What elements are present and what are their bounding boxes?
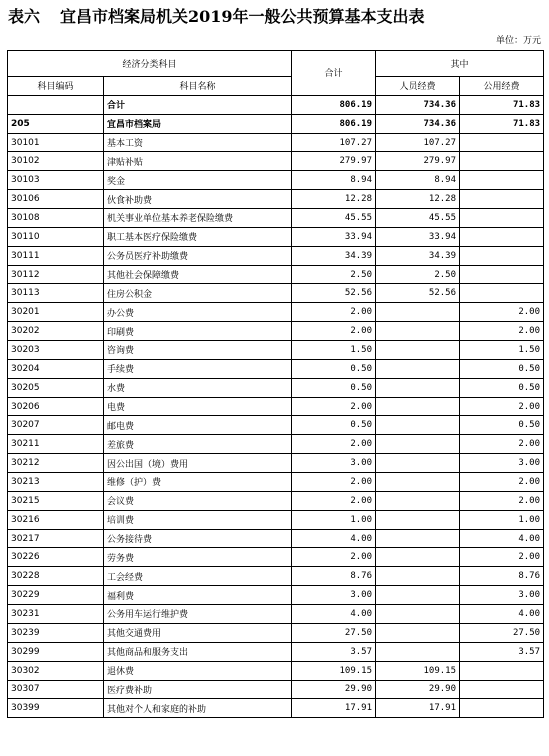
table-row — [8, 699, 544, 718]
row-personnel: 109.15 — [376, 661, 460, 680]
row-code: 30106 — [8, 190, 104, 209]
total-personnel: 734.36 — [376, 95, 460, 114]
total-total: 806.19 — [292, 95, 376, 114]
row-total: 1.00 — [292, 510, 376, 529]
row-total: 2.00 — [292, 548, 376, 567]
header-code: 科目编码 — [8, 77, 104, 96]
header-among: 其中 — [376, 51, 544, 77]
table-row — [8, 661, 544, 680]
row-personnel — [376, 586, 460, 605]
row-personnel — [376, 322, 460, 341]
row-code: 30213 — [8, 473, 104, 492]
table-row — [8, 473, 544, 492]
row-total: 4.00 — [292, 605, 376, 624]
row-public: 2.00 — [460, 473, 544, 492]
row-total: 2.00 — [292, 397, 376, 416]
header-personnel: 人员经费 — [376, 77, 460, 96]
table-number: 表六 — [8, 7, 41, 26]
row-code: 30205 — [8, 378, 104, 397]
row-total: 279.97 — [292, 152, 376, 171]
row-code: 30302 — [8, 661, 104, 680]
table-row — [8, 435, 544, 454]
row-total: 0.50 — [292, 378, 376, 397]
row-name: 公务接待费 — [104, 529, 292, 548]
row-personnel — [376, 303, 460, 322]
row-public: 8.76 — [460, 567, 544, 586]
row-total: 0.50 — [292, 359, 376, 378]
row-personnel — [376, 397, 460, 416]
row-personnel: 29.90 — [376, 680, 460, 699]
agency-code: 205 — [8, 114, 104, 133]
row-name: 退休费 — [104, 661, 292, 680]
row-name: 津贴补贴 — [104, 152, 292, 171]
row-public: 4.00 — [460, 605, 544, 624]
row-public: 27.50 — [460, 623, 544, 642]
row-total: 12.28 — [292, 190, 376, 209]
row-public — [460, 246, 544, 265]
row-code: 30211 — [8, 435, 104, 454]
row-code: 30204 — [8, 359, 104, 378]
row-total: 34.39 — [292, 246, 376, 265]
page-title — [8, 4, 425, 30]
table-row — [8, 623, 544, 642]
row-name: 奖金 — [104, 171, 292, 190]
total-name: 合计 — [104, 95, 292, 114]
unit-label: 单位：万元 — [495, 36, 541, 46]
row-name: 其他商品和服务支出 — [104, 642, 292, 661]
row-public: 2.00 — [460, 491, 544, 510]
row-name: 职工基本医疗保险缴费 — [104, 227, 292, 246]
agency-row — [8, 114, 544, 133]
row-code: 30206 — [8, 397, 104, 416]
row-name: 印刷费 — [104, 322, 292, 341]
row-code: 30229 — [8, 586, 104, 605]
table-row — [8, 642, 544, 661]
header-total: 合计 — [292, 51, 376, 96]
row-code: 30108 — [8, 209, 104, 228]
total-row — [8, 95, 544, 114]
row-total: 3.57 — [292, 642, 376, 661]
row-total: 2.00 — [292, 303, 376, 322]
row-personnel — [376, 341, 460, 360]
row-total: 1.50 — [292, 341, 376, 360]
row-personnel — [376, 548, 460, 567]
row-name: 福利费 — [104, 586, 292, 605]
row-total: 0.50 — [292, 416, 376, 435]
row-personnel — [376, 642, 460, 661]
row-name: 手续费 — [104, 359, 292, 378]
row-name: 劳务费 — [104, 548, 292, 567]
row-public: 0.50 — [460, 378, 544, 397]
header-row-2 — [8, 77, 544, 96]
row-code: 30207 — [8, 416, 104, 435]
row-code: 30110 — [8, 227, 104, 246]
table-body — [8, 51, 544, 718]
row-code: 30111 — [8, 246, 104, 265]
table-row — [8, 397, 544, 416]
row-personnel — [376, 510, 460, 529]
row-public — [460, 265, 544, 284]
total-code — [8, 95, 104, 114]
row-code: 30239 — [8, 623, 104, 642]
table-title: 宜昌市档案局机关2019年一般公共预算基本支出表 — [60, 7, 425, 26]
row-name: 培训费 — [104, 510, 292, 529]
row-total: 4.00 — [292, 529, 376, 548]
table-row — [8, 680, 544, 699]
row-public: 4.00 — [460, 529, 544, 548]
row-code: 30228 — [8, 567, 104, 586]
row-total: 27.50 — [292, 623, 376, 642]
table-row — [8, 586, 544, 605]
row-total: 17.91 — [292, 699, 376, 718]
row-code: 30202 — [8, 322, 104, 341]
table-row — [8, 133, 544, 152]
table-row — [8, 341, 544, 360]
header-name: 科目名称 — [104, 77, 292, 96]
table-row — [8, 548, 544, 567]
row-code: 30112 — [8, 265, 104, 284]
row-code: 30231 — [8, 605, 104, 624]
row-code: 30203 — [8, 341, 104, 360]
row-code: 30113 — [8, 284, 104, 303]
row-personnel — [376, 623, 460, 642]
row-personnel — [376, 359, 460, 378]
row-name: 工会经费 — [104, 567, 292, 586]
row-code: 30299 — [8, 642, 104, 661]
row-name: 邮电费 — [104, 416, 292, 435]
row-public — [460, 133, 544, 152]
row-name: 差旅费 — [104, 435, 292, 454]
table-row — [8, 246, 544, 265]
table-row — [8, 171, 544, 190]
table-row — [8, 378, 544, 397]
table-row — [8, 284, 544, 303]
row-name: 其他交通费用 — [104, 623, 292, 642]
row-personnel — [376, 605, 460, 624]
row-personnel: 45.55 — [376, 209, 460, 228]
row-total: 2.00 — [292, 473, 376, 492]
table-row — [8, 510, 544, 529]
table-row — [8, 359, 544, 378]
row-name: 其他社会保障缴费 — [104, 265, 292, 284]
row-code: 30226 — [8, 548, 104, 567]
row-personnel: 2.50 — [376, 265, 460, 284]
table-row — [8, 322, 544, 341]
row-public: 2.00 — [460, 397, 544, 416]
row-name: 医疗费补助 — [104, 680, 292, 699]
row-code: 30201 — [8, 303, 104, 322]
row-personnel: 52.56 — [376, 284, 460, 303]
header-row-1 — [8, 51, 544, 77]
table-row — [8, 190, 544, 209]
row-public: 0.50 — [460, 416, 544, 435]
row-name: 公务用车运行维护费 — [104, 605, 292, 624]
row-personnel — [376, 529, 460, 548]
row-personnel — [376, 454, 460, 473]
row-public: 2.00 — [460, 322, 544, 341]
row-name: 会议费 — [104, 491, 292, 510]
row-public — [460, 190, 544, 209]
row-public: 3.57 — [460, 642, 544, 661]
row-code: 30217 — [8, 529, 104, 548]
row-personnel: 17.91 — [376, 699, 460, 718]
table-row — [8, 265, 544, 284]
agency-total: 806.19 — [292, 114, 376, 133]
row-code: 30212 — [8, 454, 104, 473]
row-personnel: 107.27 — [376, 133, 460, 152]
table-row — [8, 303, 544, 322]
row-name: 机关事业单位基本养老保险缴费 — [104, 209, 292, 228]
row-total: 107.27 — [292, 133, 376, 152]
row-personnel: 34.39 — [376, 246, 460, 265]
row-total: 2.00 — [292, 322, 376, 341]
row-code: 30307 — [8, 680, 104, 699]
row-total: 8.94 — [292, 171, 376, 190]
row-public: 1.00 — [460, 510, 544, 529]
row-public: 2.00 — [460, 303, 544, 322]
row-code: 30399 — [8, 699, 104, 718]
row-personnel: 279.97 — [376, 152, 460, 171]
row-name: 咨询费 — [104, 341, 292, 360]
row-public: 1.50 — [460, 341, 544, 360]
row-code: 30103 — [8, 171, 104, 190]
row-public — [460, 680, 544, 699]
table-row — [8, 605, 544, 624]
row-name: 办公费 — [104, 303, 292, 322]
row-name: 住房公积金 — [104, 284, 292, 303]
row-public — [460, 284, 544, 303]
table-row — [8, 152, 544, 171]
budget-table — [7, 50, 544, 718]
header-public: 公用经费 — [460, 77, 544, 96]
row-public — [460, 209, 544, 228]
table-row — [8, 567, 544, 586]
row-public: 2.00 — [460, 548, 544, 567]
row-total: 2.00 — [292, 435, 376, 454]
row-public: 2.00 — [460, 435, 544, 454]
row-personnel — [376, 435, 460, 454]
row-total: 52.56 — [292, 284, 376, 303]
row-total: 3.00 — [292, 454, 376, 473]
row-personnel — [376, 473, 460, 492]
row-total: 3.00 — [292, 586, 376, 605]
agency-personnel: 734.36 — [376, 114, 460, 133]
row-code: 30215 — [8, 491, 104, 510]
row-public — [460, 227, 544, 246]
table-row — [8, 529, 544, 548]
table-row — [8, 454, 544, 473]
row-total: 33.94 — [292, 227, 376, 246]
row-name: 公务员医疗补助缴费 — [104, 246, 292, 265]
row-total: 109.15 — [292, 661, 376, 680]
row-total: 8.76 — [292, 567, 376, 586]
header-classification: 经济分类科目 — [8, 51, 292, 77]
row-public: 3.00 — [460, 454, 544, 473]
row-name: 维修（护）费 — [104, 473, 292, 492]
row-total: 2.50 — [292, 265, 376, 284]
row-code: 30216 — [8, 510, 104, 529]
row-public — [460, 699, 544, 718]
row-code: 30101 — [8, 133, 104, 152]
row-name: 电费 — [104, 397, 292, 416]
row-name: 伙食补助费 — [104, 190, 292, 209]
row-name: 其他对个人和家庭的补助 — [104, 699, 292, 718]
row-code: 30102 — [8, 152, 104, 171]
row-personnel — [376, 567, 460, 586]
table-row — [8, 491, 544, 510]
table-row — [8, 416, 544, 435]
row-public — [460, 152, 544, 171]
row-personnel: 8.94 — [376, 171, 460, 190]
row-public: 3.00 — [460, 586, 544, 605]
agency-public: 71.83 — [460, 114, 544, 133]
row-name: 基本工资 — [104, 133, 292, 152]
row-personnel — [376, 378, 460, 397]
row-total: 29.90 — [292, 680, 376, 699]
table-row — [8, 209, 544, 228]
row-total: 45.55 — [292, 209, 376, 228]
row-personnel — [376, 416, 460, 435]
row-personnel: 12.28 — [376, 190, 460, 209]
row-public — [460, 171, 544, 190]
row-public — [460, 661, 544, 680]
row-name: 因公出国（境）费用 — [104, 454, 292, 473]
total-public: 71.83 — [460, 95, 544, 114]
row-total: 2.00 — [292, 491, 376, 510]
row-personnel: 33.94 — [376, 227, 460, 246]
row-personnel — [376, 491, 460, 510]
row-public: 0.50 — [460, 359, 544, 378]
row-name: 水费 — [104, 378, 292, 397]
table-row — [8, 227, 544, 246]
agency-name: 宜昌市档案局 — [104, 114, 292, 133]
